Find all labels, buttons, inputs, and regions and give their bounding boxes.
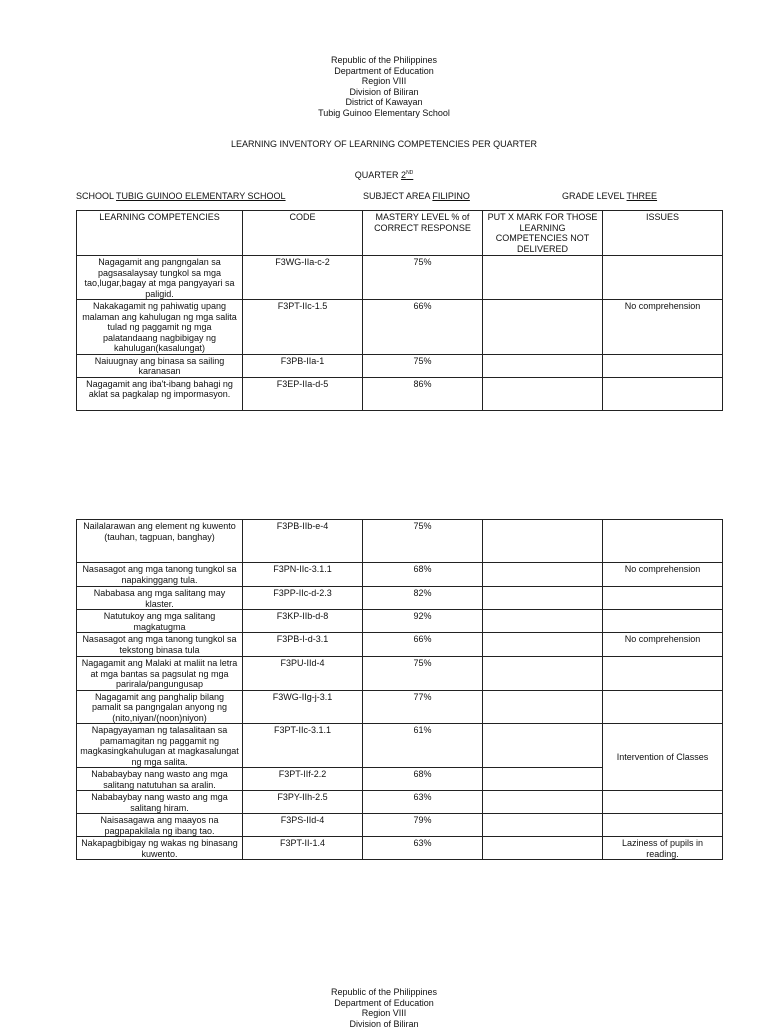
header-mastery: MASTERY LEVEL % of CORRECT RESPONSE <box>363 211 483 256</box>
mastery-cell: 79% <box>363 814 483 837</box>
header-line: Tubig Guinoo Elementary School <box>0 108 768 119</box>
issues-cell: Laziness of pupils in reading. <box>603 837 723 860</box>
mastery-cell: 77% <box>363 690 483 724</box>
mark-cell <box>483 768 603 791</box>
table-row <box>77 610 723 633</box>
mastery-cell: 75% <box>363 657 483 691</box>
mastery-cell: 68% <box>363 563 483 587</box>
mark-cell <box>483 587 603 610</box>
table-row <box>77 657 723 691</box>
school-field <box>76 191 286 202</box>
mark-cell <box>483 563 603 587</box>
mastery-cell: 75% <box>363 354 483 377</box>
quarter-label: QUARTER <box>355 170 399 180</box>
mark-cell <box>483 724 603 768</box>
competency-cell: Nagagamit ang panghalip bilang pamalit sa pangngalan anyong ng (nito,niyan/(noon)niyon) <box>77 690 243 724</box>
mastery-cell: 75% <box>363 520 483 563</box>
header-issues: ISSUES <box>603 211 723 256</box>
competency-cell: Nasasagot ang mga tanong tungkol sa tekstong binasa tula <box>77 633 243 657</box>
code-cell: F3PB-IIb-e-4 <box>243 520 363 563</box>
table-row <box>77 690 723 724</box>
school-value: TUBIG GUINOO ELEMENTARY SCHOOL <box>116 191 286 201</box>
mastery-cell: 61% <box>363 724 483 768</box>
table-row <box>77 256 723 300</box>
competency-cell: Naisasagawa ang maayos na pagpapakilala ng ibang tao. <box>77 814 243 837</box>
mark-cell <box>483 837 603 860</box>
code-cell: F3EP-IIa-d-5 <box>243 377 363 410</box>
header-line: Division of Biliran <box>0 1019 768 1029</box>
code-cell: F3PS-IId-4 <box>243 814 363 837</box>
issues-cell: No comprehension <box>603 563 723 587</box>
mastery-cell: 92% <box>363 610 483 633</box>
issues-cell <box>603 657 723 691</box>
competency-table-1 <box>76 210 723 411</box>
mastery-cell: 82% <box>363 587 483 610</box>
mark-cell <box>483 633 603 657</box>
competency-cell: Nagagamit ang Malaki at maliit na letra at mga bantas sa pagsulat ng mga parirala/pangungusap <box>77 657 243 691</box>
mark-cell <box>483 657 603 691</box>
letterhead <box>0 55 768 118</box>
quarter-value: 2ND <box>401 170 413 180</box>
mastery-cell: 66% <box>363 633 483 657</box>
issues-cell <box>603 587 723 610</box>
header-line: Republic of the Philippines <box>0 987 768 998</box>
competency-cell: Nailalarawan ang element ng kuwento (tauhan, tagpuan, banghay) <box>77 520 243 563</box>
mark-cell <box>483 300 603 355</box>
competency-cell: Nababaybay nang wasto ang mga salitang natutuhan sa aralin. <box>77 768 243 791</box>
code-cell: F3PT-IIc-3.1.1 <box>243 724 363 768</box>
issues-cell <box>603 377 723 410</box>
code-cell: F3KP-IIb-d-8 <box>243 610 363 633</box>
code-cell: F3PU-IId-4 <box>243 657 363 691</box>
competency-cell: Nagagamit ang iba't-ibang bahagi ng aklat sa pagkalap ng impormasyon. <box>77 377 243 410</box>
header-line: Region VIII <box>0 76 768 87</box>
document-title: LEARNING INVENTORY OF LEARNING COMPETENCIES PER QUARTER <box>0 139 768 150</box>
subject-label: SUBJECT AREA <box>363 191 430 201</box>
header-mark: PUT X MARK FOR THOSE LEARNING COMPETENCIES NOT DELIVERED <box>483 211 603 256</box>
mastery-cell: 63% <box>363 791 483 814</box>
competency-cell: Napagyayaman ng talasalitaan sa pamamagitan ng paggamit ng magkasingkahulugan at magkasalungat ng mga salita. <box>77 724 243 768</box>
grade-value: THREE <box>627 191 658 201</box>
issues-cell <box>603 690 723 724</box>
mastery-cell: 68% <box>363 768 483 791</box>
mark-cell <box>483 256 603 300</box>
school-label: SCHOOL <box>76 191 114 201</box>
issues-cell <box>603 520 723 563</box>
competency-cell: Naiuugnay ang binasa sa sailing karanasan <box>77 354 243 377</box>
table-row <box>77 587 723 610</box>
mark-cell <box>483 377 603 410</box>
issues-cell <box>603 610 723 633</box>
grade-field <box>562 191 657 202</box>
competency-cell: Nakapagbibigay ng wakas ng binasang kuwento. <box>77 837 243 860</box>
header-line: Division of Biliran <box>0 87 768 98</box>
mark-cell <box>483 354 603 377</box>
quarter-line <box>0 170 768 181</box>
competency-cell: Nasasagot ang mga tanong tungkol sa napakinggang tula. <box>77 563 243 587</box>
header-line: Region VIII <box>0 1008 768 1019</box>
issues-cell <box>603 814 723 837</box>
code-cell: F3PT-IIc-1.5 <box>243 300 363 355</box>
next-page-letterhead <box>0 987 768 1029</box>
issues-cell <box>603 791 723 814</box>
code-cell: F3WG-IIg-j-3.1 <box>243 690 363 724</box>
table-row <box>77 633 723 657</box>
subject-field <box>363 191 470 202</box>
table-row <box>77 300 723 355</box>
header-line: Department of Education <box>0 66 768 77</box>
competency-table-2 <box>76 519 723 860</box>
code-cell: F3PP-IIc-d-2.3 <box>243 587 363 610</box>
code-cell: F3PT-II-1.4 <box>243 837 363 860</box>
header-line: Department of Education <box>0 998 768 1009</box>
header-competencies: LEARNING COMPETENCIES <box>77 211 243 256</box>
table-row <box>77 837 723 860</box>
table-header-row <box>77 211 723 256</box>
issues-cell <box>603 256 723 300</box>
code-cell: F3PB-I-d-3.1 <box>243 633 363 657</box>
competency-cell: Nababaybay nang wasto ang mga salitang hiram. <box>77 791 243 814</box>
competency-cell: Natutukoy ang mga salitang magkatugma <box>77 610 243 633</box>
mark-cell <box>483 791 603 814</box>
header-line: District of Kawayan <box>0 97 768 108</box>
code-cell: F3PY-IIh-2.5 <box>243 791 363 814</box>
mastery-cell: 86% <box>363 377 483 410</box>
header-code: CODE <box>243 211 363 256</box>
table-row <box>77 520 723 563</box>
competency-cell: Nakakagamit ng pahiwatig upang malaman ang kahulugan ng mga salita tulad ng paggamit ng mga palatandaang nagbibigay ng kahulugan(kasalungat) <box>77 300 243 355</box>
mark-cell <box>483 814 603 837</box>
code-cell: F3PT-IIf-2.2 <box>243 768 363 791</box>
quarter-suffix: ND <box>406 170 413 176</box>
code-cell: F3WG-IIa-c-2 <box>243 256 363 300</box>
mastery-cell: 63% <box>363 837 483 860</box>
mastery-cell: 66% <box>363 300 483 355</box>
table-row <box>77 791 723 814</box>
subject-value: FILIPINO <box>432 191 470 201</box>
table-row <box>77 814 723 837</box>
competency-cell: Nagagamit ang pangngalan sa pagsasalaysay tungkol sa mga tao,lugar,bagay at mga pangyayari sa paligid. <box>77 256 243 300</box>
code-cell: F3PN-IIc-3.1.1 <box>243 563 363 587</box>
table-row <box>77 377 723 410</box>
table-row <box>77 724 723 768</box>
mark-cell <box>483 690 603 724</box>
mark-cell <box>483 520 603 563</box>
issues-cell <box>603 354 723 377</box>
grade-label: GRADE LEVEL <box>562 191 624 201</box>
mastery-cell: 75% <box>363 256 483 300</box>
table-row <box>77 563 723 587</box>
mark-cell <box>483 610 603 633</box>
competency-cell: Nababasa ang mga salitang may klaster. <box>77 587 243 610</box>
issues-cell: No comprehension <box>603 300 723 355</box>
code-cell: F3PB-IIa-1 <box>243 354 363 377</box>
issues-cell: No comprehension <box>603 633 723 657</box>
issues-cell: Intervention of Classes <box>603 724 723 791</box>
header-line: Republic of the Philippines <box>0 55 768 66</box>
table-row <box>77 354 723 377</box>
